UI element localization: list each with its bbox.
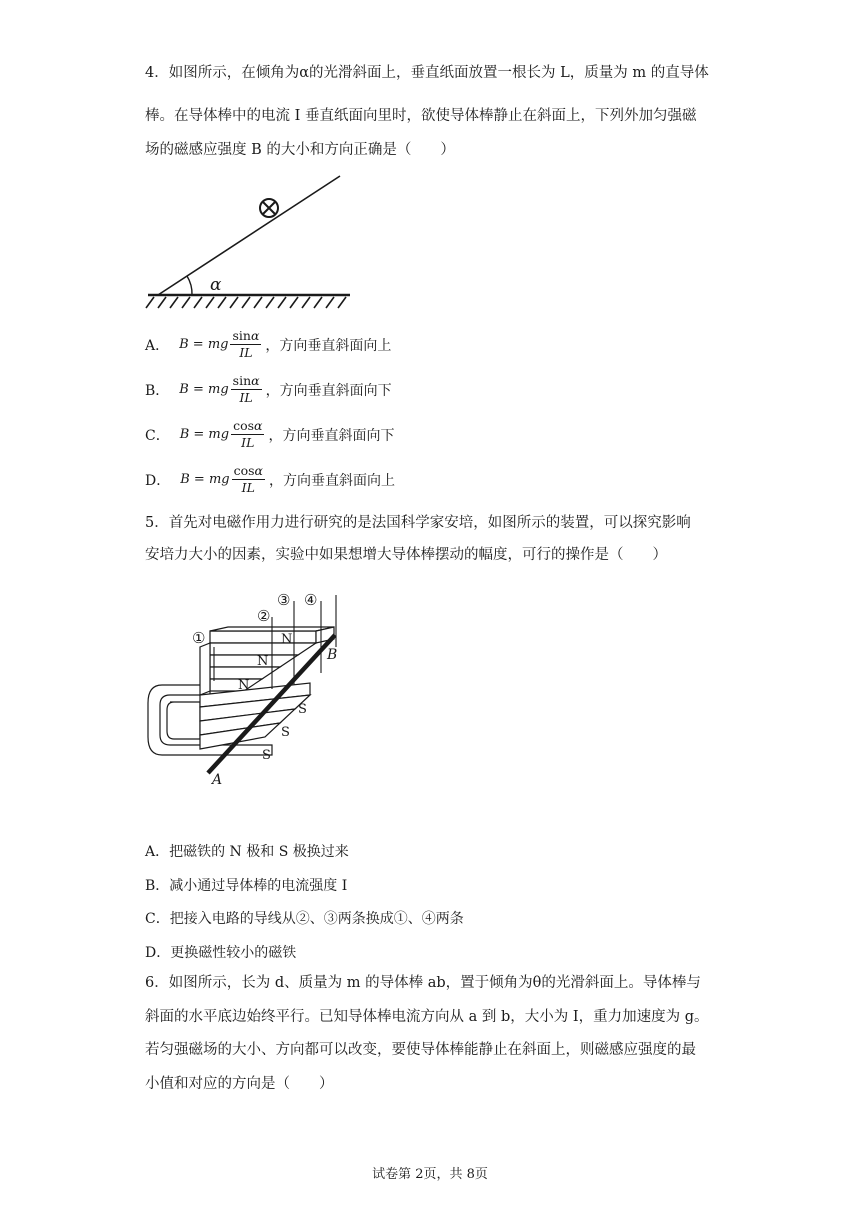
wire-label-4: ④ [304, 591, 318, 609]
q5-magnet-apparatus-figure [140, 585, 370, 795]
q4-option-b-fraction: $\frac{\sin\alpha}{IL}$ [232, 373, 260, 406]
wire-label-2: ② [257, 607, 271, 625]
q6-stem-line1: 6．如图所示，长为 d、质量为 m 的导体棒 ab，置于倾角为θ的光滑斜面上。导体棒与 [145, 975, 701, 991]
current-into-page-icon [260, 199, 278, 217]
q5-stem-line1: 5．首先对电磁作用力进行研究的是法国科学家安培，如图所示的装置，可以探究影响 [145, 515, 691, 531]
q4-stem-line3: 场的磁感应强度 B 的大小和方向正确是（ ） [145, 142, 455, 158]
pole-n-top: N [281, 632, 293, 647]
pole-n-middle: N [257, 654, 269, 669]
q4-option-a[interactable]: A． B = mg $\frac{\sin\alpha}{IL}$ ，方向垂直斜面向上 [145, 328, 392, 361]
q4-option-c-fraction: $\frac{\cos\alpha}{IL}$ [233, 418, 263, 451]
q6-stem-line2: 斜面的水平底边始终平行。已知导体棒电流方向从 a 到 b，大小为 I，重力加速度为 g。 [145, 1009, 709, 1025]
q4-stem-line1: 4．如图所示，在倾角为α的光滑斜面上，垂直纸面放置一根长为 L，质量为 m 的直导体 [145, 65, 709, 81]
q6-stem-line4: 小值和对应的方向是（ ） [145, 1076, 334, 1092]
q5-stem-line2: 安培力大小的因素，实验中如果想增大导体棒摆动的幅度，可行的操作是（ ） [145, 547, 667, 563]
pole-s-bottom: S [262, 748, 271, 763]
page-footer: 试卷第 2页，共 8页 [372, 1167, 488, 1182]
q4-option-d[interactable]: D． B = mg $\frac{\cos\alpha}{IL}$ ，方向垂直斜面向上 [145, 463, 395, 496]
q5-option-a[interactable]: A．把磁铁的 N 极和 S 极换过来 [145, 844, 349, 860]
q4-stem-line2: 棒。在导体棒中的电流 I 垂直纸面向里时，欲使导体棒静止在斜面上，下列外加匀强磁 [145, 108, 697, 124]
wire-label-3: ③ [277, 591, 291, 609]
pole-s-middle: S [281, 725, 290, 740]
q4-alpha-label: α [210, 275, 222, 295]
q5-option-d[interactable]: D．更换磁性较小的磁铁 [145, 945, 297, 961]
q4-option-c[interactable]: C． B = mg $\frac{\cos\alpha}{IL}$ ，方向垂直斜面向下 [145, 418, 395, 451]
wire-label-1: ① [192, 629, 206, 647]
pole-n-bottom: N [238, 678, 250, 693]
q4-incline-figure [140, 170, 360, 320]
q5-option-c[interactable]: C．把接入电路的导线从②、③两条换成①、④两条 [145, 911, 464, 927]
q6-stem-line3: 若匀强磁场的大小、方向都可以改变，要使导体棒能静止在斜面上，则磁感应强度的最 [145, 1042, 696, 1058]
rod-end-a: A [212, 772, 223, 788]
q4-option-d-fraction: $\frac{\cos\alpha}{IL}$ [233, 463, 263, 496]
q5-option-b[interactable]: B．减小通过导体棒的电流强度 I [145, 878, 348, 894]
pole-s-top: S [298, 702, 307, 717]
rod-end-b: B [327, 647, 338, 663]
q4-option-b[interactable]: B． B = mg $\frac{\sin\alpha}{IL}$ ，方向垂直斜面向下 [145, 373, 392, 406]
q4-option-a-fraction: $\frac{\sin\alpha}{IL}$ [232, 328, 260, 361]
